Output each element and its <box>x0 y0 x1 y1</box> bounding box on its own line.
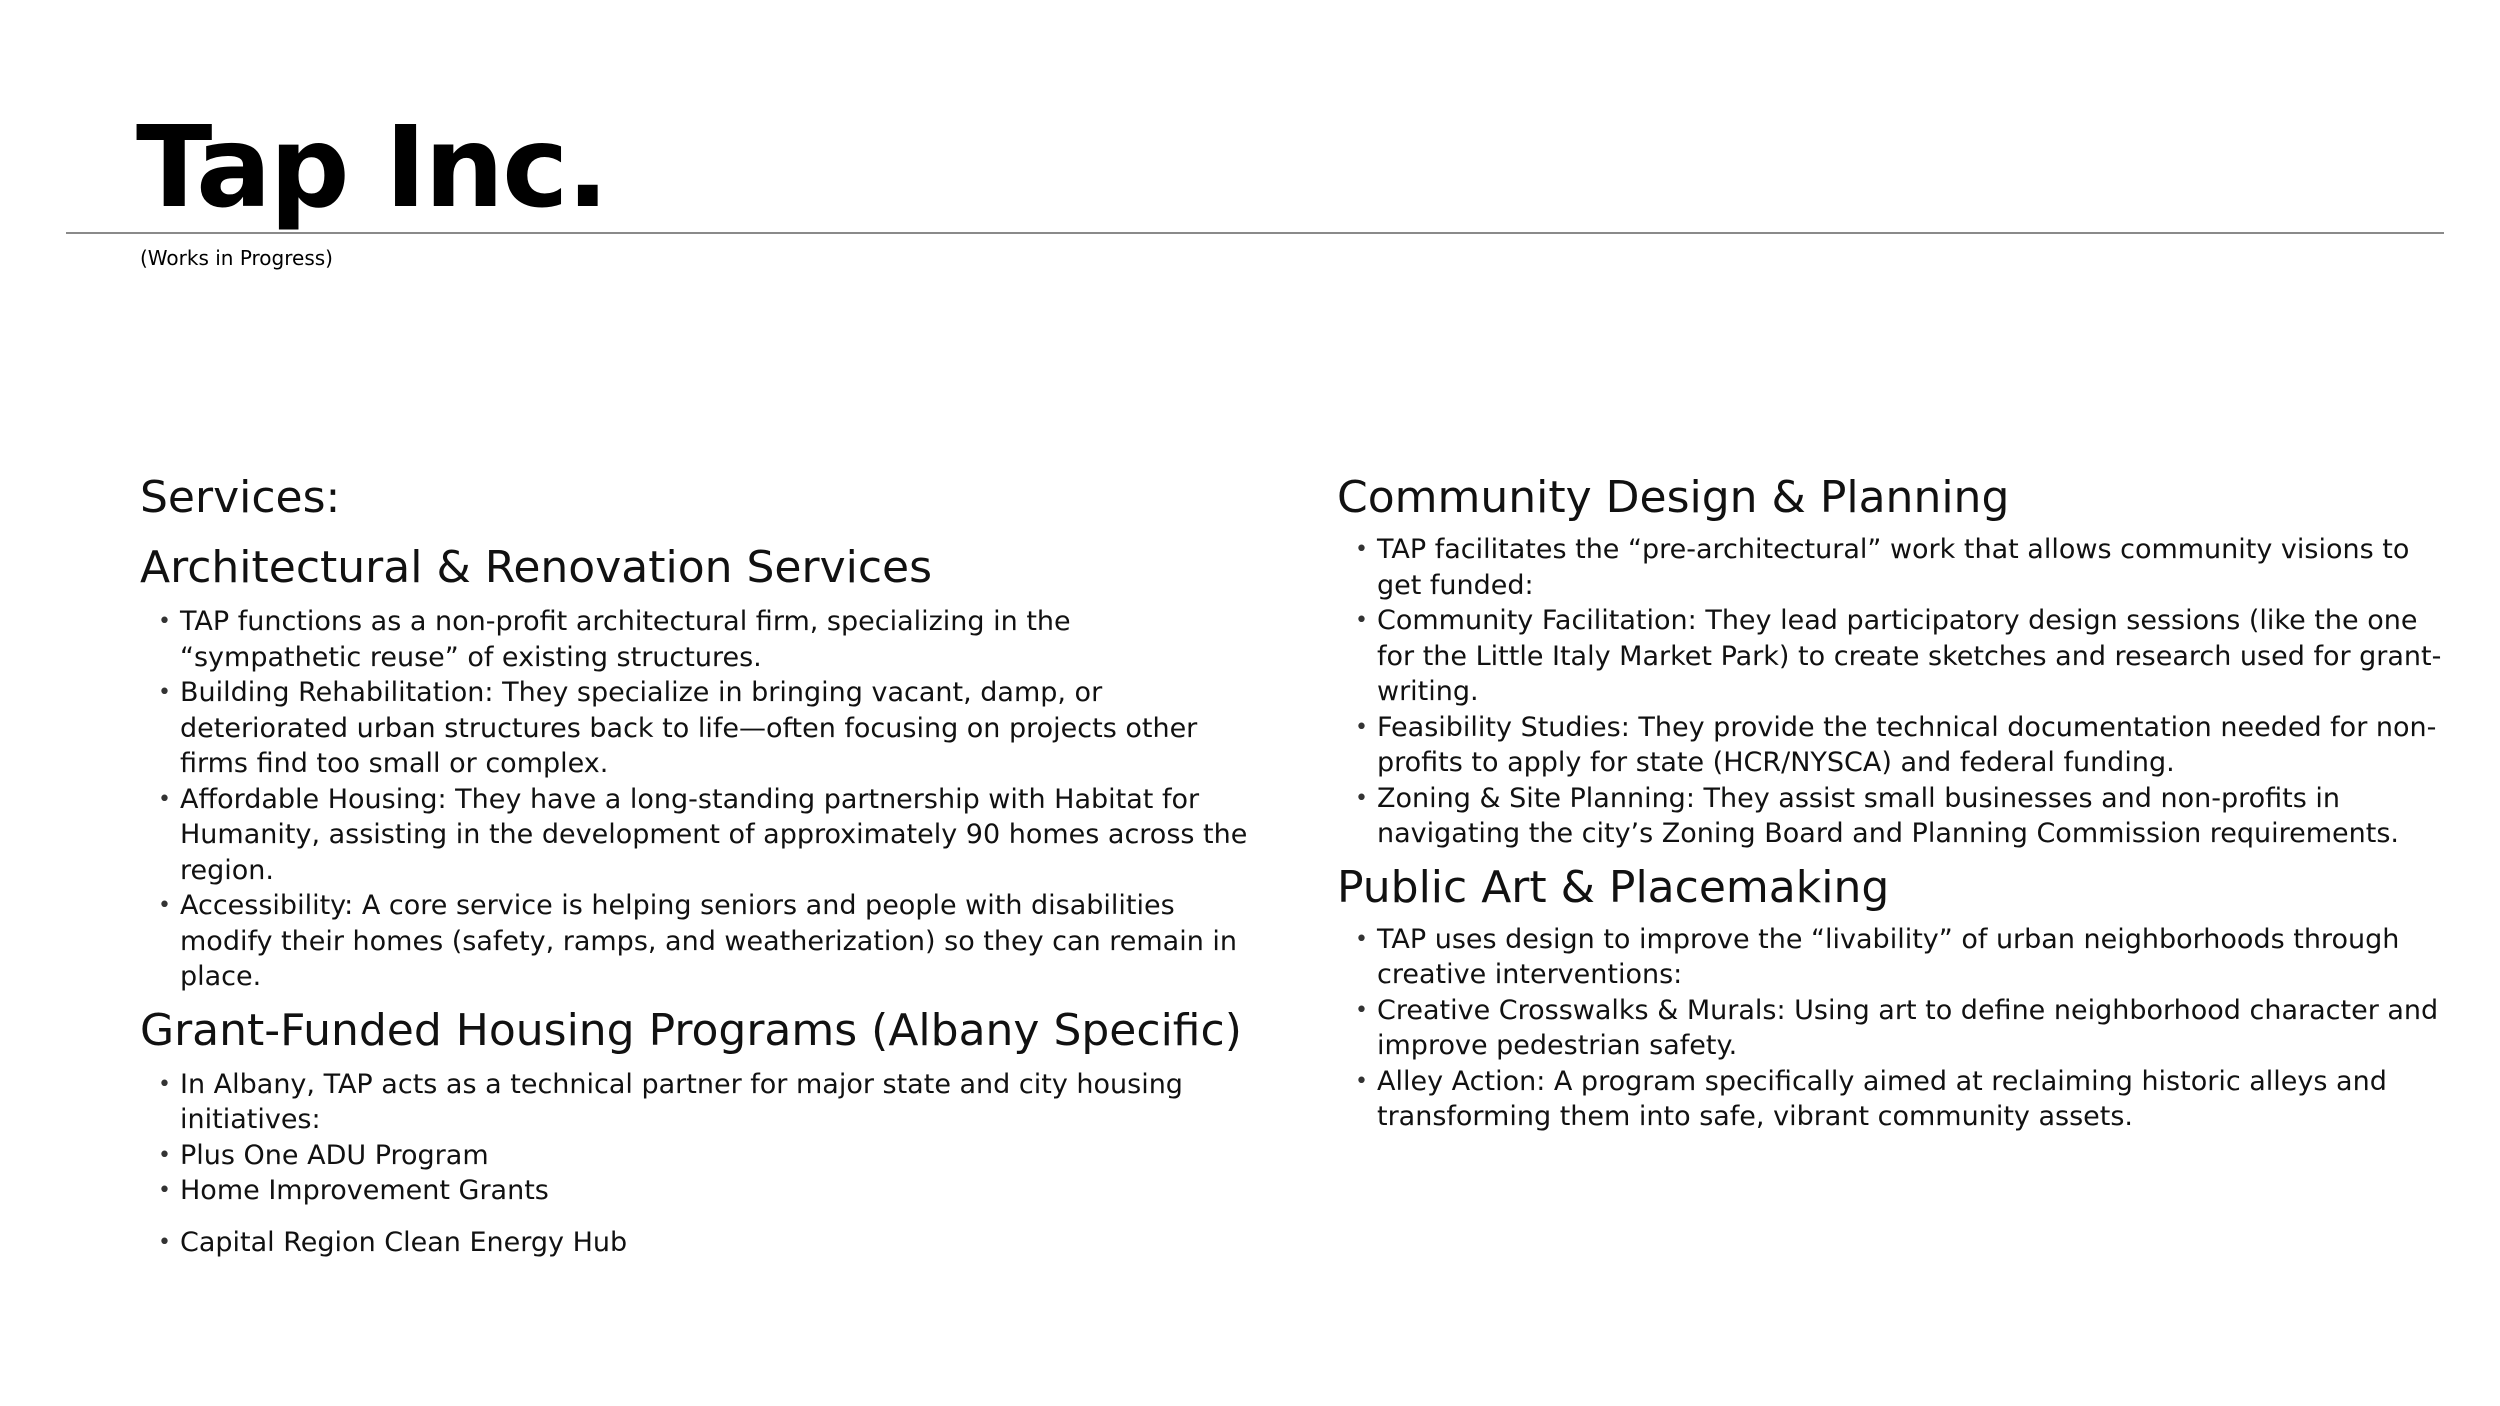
page-title: Tap Inc. <box>136 103 608 233</box>
services-label: Services: <box>140 472 341 523</box>
list-item: • TAP functions as a non-profit architectural firm, specializing in the “sympathetic reuse” of existing structures. <box>180 604 1250 675</box>
right-column <box>1337 466 2457 1139</box>
bullet-list <box>1337 532 2457 852</box>
list-item: • Building Rehabilitation: They specialize in bringing vacant, damp, or deteriorated urban structures back to life—often focusing on projects other firms find too small or complex. <box>180 675 1250 782</box>
list-item: • Zoning & Site Planning: They assist small businesses and non-profits in navigating the city’s Zoning Board and Planning Commission requirements. <box>1377 781 2457 852</box>
list-item: • Feasibility Studies: They provide the technical documentation needed for non-profits to apply for state (HCR/NYSCA) and federal funding. <box>1377 710 2457 781</box>
section-heading: Community Design & Planning <box>1337 472 2010 523</box>
list-item: • Accessibility: A core service is helping seniors and people with disabilities modify their homes (safety, ramps, and weatherization) so they can remain in place. <box>180 888 1250 995</box>
list-item: • Capital Region Clean Energy Hub <box>180 1225 1250 1261</box>
section-heading: Grant-Funded Housing Programs (Albany Specific) <box>140 1004 1242 1056</box>
section-community-design-planning <box>1337 466 2457 852</box>
list-item: • TAP facilitates the “pre-architectural” work that allows community visions to get funded: <box>1377 532 2457 603</box>
section-heading: Architectural & Renovation Services <box>140 542 933 593</box>
list-item: • Community Facilitation: They lead participatory design sessions (like the one for the Little Italy Market Park) to create sketches and research used for grant-writing. <box>1377 603 2457 710</box>
bullet-list <box>140 1067 1250 1261</box>
list-item: • TAP uses design to improve the “livability” of urban neighborhoods through creative interventions: <box>1377 922 2457 993</box>
section-public-art-placemaking <box>1337 856 2457 1135</box>
section-architectural-renovation <box>140 536 1250 995</box>
page-subtitle: (Works in Progress) <box>140 246 333 270</box>
list-item: • Home Improvement Grants <box>180 1173 1250 1209</box>
list-item: • Alley Action: A program specifically aimed at reclaiming historic alleys and transforming them into safe, vibrant community assets. <box>1377 1064 2457 1135</box>
list-item: • Creative Crosswalks & Murals: Using art to define neighborhood character and improve pedestrian safety. <box>1377 993 2457 1064</box>
bullet-list <box>1337 922 2457 1135</box>
section-grant-funded-housing <box>140 999 1250 1261</box>
list-item: • Plus One ADU Program <box>180 1138 1250 1174</box>
list-item: • Affordable Housing: They have a long-standing partnership with Habitat for Humanity, assisting in the development of approximately 90 homes across the region. <box>180 782 1250 889</box>
list-item: • In Albany, TAP acts as a technical partner for major state and city housing initiatives: <box>180 1067 1250 1138</box>
left-column <box>140 466 1250 1264</box>
title-divider <box>66 232 2444 234</box>
bullet-list <box>140 604 1250 995</box>
section-heading: Public Art & Placemaking <box>1337 861 1890 913</box>
